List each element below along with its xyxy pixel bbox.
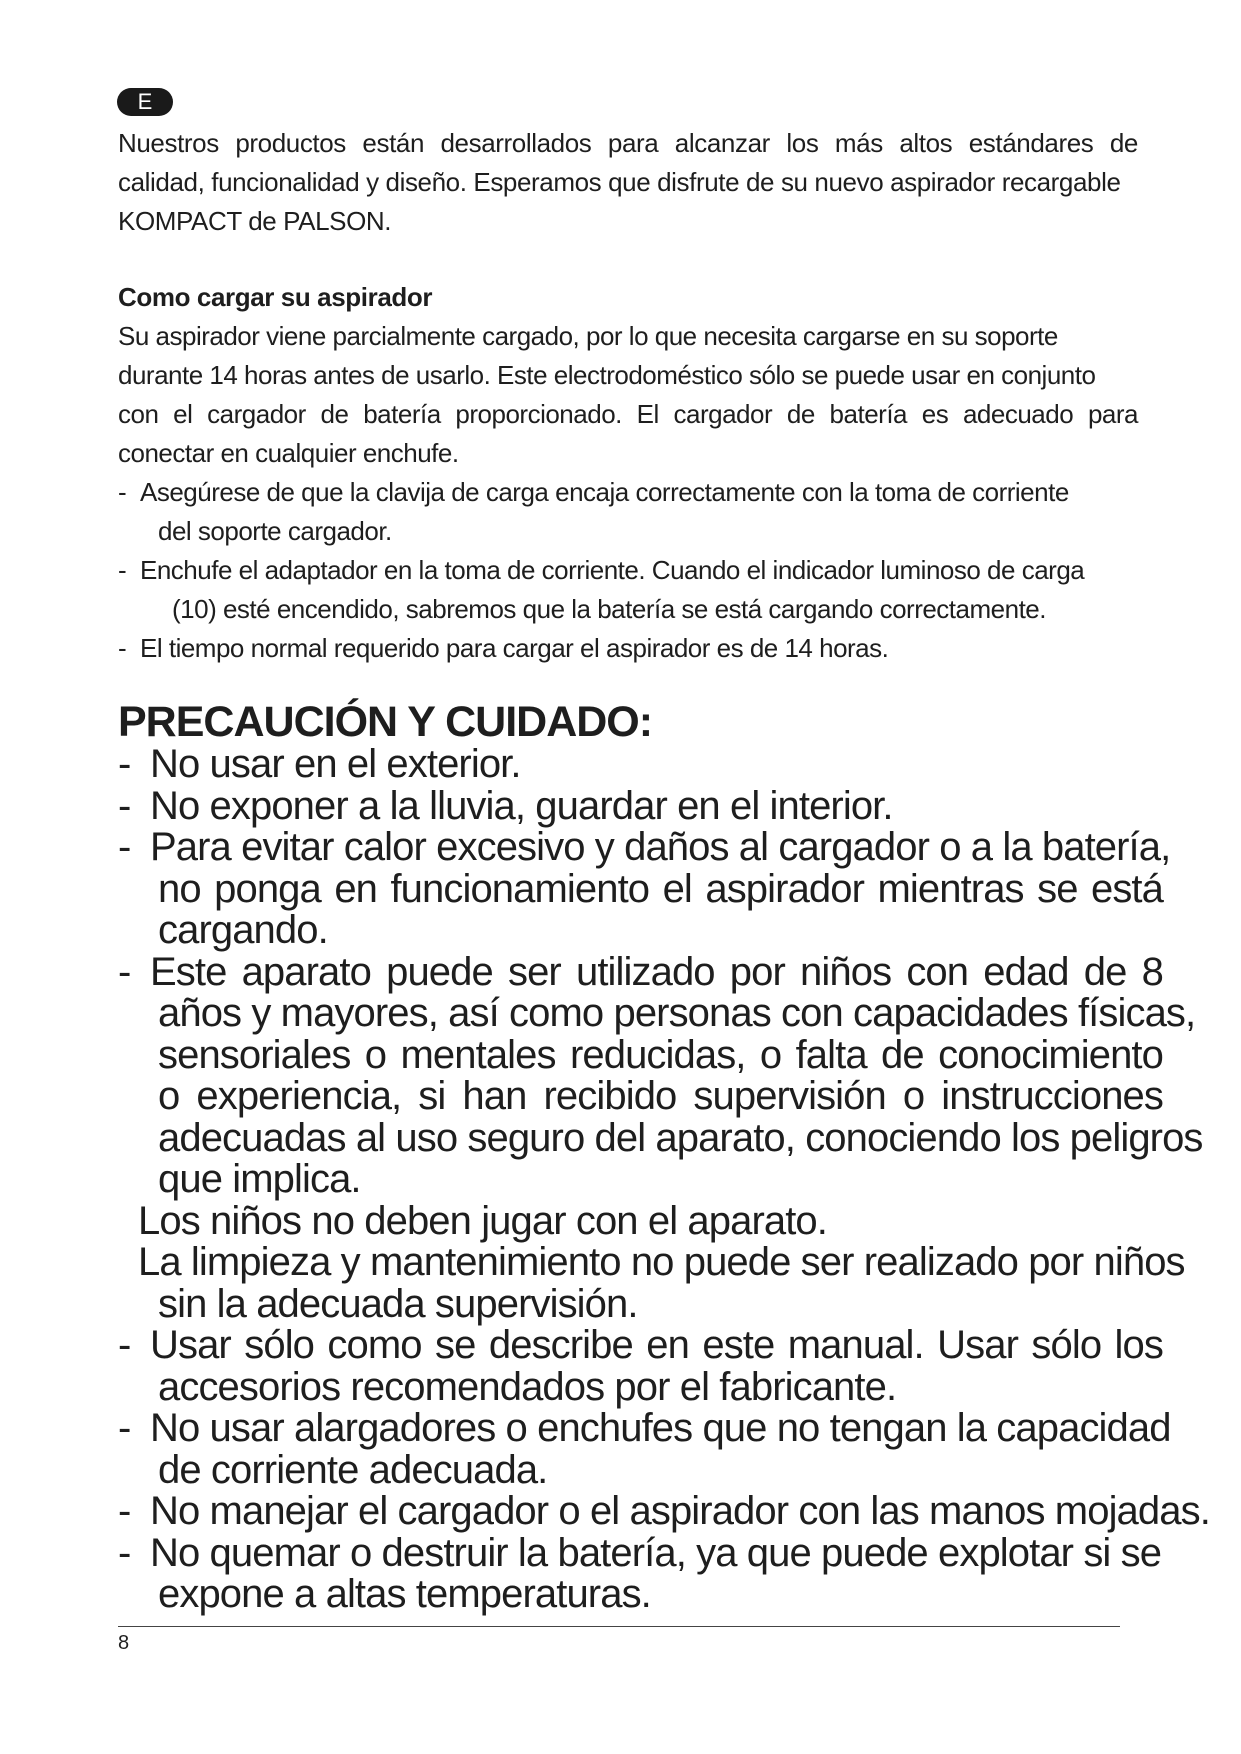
intro-line: calidad, funcionalidad y diseño. Esperamos que disfrute de su nuevo aspirador recargable: [118, 167, 1121, 197]
caution-text: No usar en el exterior.: [150, 742, 521, 786]
bullet-text: (10) esté encendido, sabremos que la batería se está cargando correctamente.: [172, 594, 1046, 624]
list-item: [118, 551, 1138, 629]
bullet-text: Enchufe el adaptador en la toma de corriente. Cuando el indicador luminoso de carga: [140, 555, 1085, 585]
charging-text-line: Su aspirador viene parcialmente cargado, por lo que necesita cargarse en su soporte: [118, 321, 1058, 351]
bullet-dash: -: [118, 1323, 131, 1367]
caution-title: PRECAUCIÓN Y CUIDADO:: [118, 698, 653, 746]
caution-text: sensoriales o mentales reducidas, o falta de conocimiento: [158, 1032, 1163, 1077]
caution-text: No manejar el cargador o el aspirador con las manos mojadas.: [150, 1489, 1210, 1533]
list-item: [118, 744, 1163, 786]
charging-text-line: conectar en cualquier enchufe.: [118, 438, 459, 468]
list-item: [118, 783, 1163, 828]
list-item: [118, 473, 1138, 551]
caution-text: Este aparato puede ser utilizado por niños con edad de 8: [150, 949, 1163, 994]
list-item: [118, 1325, 1163, 1408]
bullet-dash: -: [118, 742, 131, 786]
caution-text: Para evitar calor excesivo y daños al cargador o a la batería,: [150, 825, 1171, 869]
bullet-dash: -: [118, 783, 131, 828]
bullet-text: del soporte cargador.: [158, 516, 392, 546]
charging-text-line: con el cargador de batería proporcionado. El cargador de batería es adecuado para: [118, 399, 1138, 429]
list-item: [118, 1489, 1210, 1533]
caution-text: sin la adecuada supervisión.: [158, 1281, 638, 1326]
caution-text: que implica.: [158, 1157, 361, 1201]
footer-divider: [118, 1626, 1120, 1627]
caution-text: No usar alargadores o enchufes que no tengan la capacidad: [150, 1406, 1171, 1450]
language-badge: E: [117, 88, 173, 116]
bullet-dash: -: [118, 633, 127, 663]
charging-bullet-list: [118, 473, 1138, 668]
list-item: [118, 1406, 1171, 1492]
caution-text: Usar sólo como se describe en este manual. Usar sólo los: [150, 1323, 1163, 1367]
caution-text: no ponga en funcionamiento el aspirador mientras se está: [158, 866, 1163, 911]
list-item: [118, 629, 1138, 668]
caution-text: La limpieza y mantenimiento no puede ser realizado por niños: [138, 1240, 1185, 1284]
bullet-dash: -: [118, 477, 127, 507]
charging-text-line: durante 14 horas antes de usarlo. Este electrodoméstico sólo se puede usar en conjunto: [118, 360, 1096, 390]
intro-line: Nuestros productos están desarrollados para alcanzar los más altos estándares de: [118, 128, 1138, 158]
caution-text: No exponer a la lluvia, guardar en el interior.: [150, 783, 893, 828]
charging-heading: Como cargar su aspirador: [118, 282, 433, 312]
bullet-dash: -: [118, 1406, 131, 1450]
list-item: [118, 949, 1203, 1201]
caution-text: o experiencia, si han recibido supervisión o instrucciones: [158, 1074, 1163, 1118]
list-item: [118, 1530, 1163, 1616]
intro-paragraph: [118, 124, 1138, 241]
page-number: 8: [118, 1632, 130, 1654]
bullet-text: El tiempo normal requerido para cargar el aspirador es de 14 horas.: [140, 633, 889, 663]
caution-text: de corriente adecuada.: [158, 1447, 548, 1492]
bullet-text: Asegúrese de que la clavija de carga encaja correctamente con la toma de corriente: [140, 477, 1069, 507]
bullet-dash: -: [118, 555, 127, 585]
charging-section: [118, 317, 1138, 668]
intro-line: KOMPACT de PALSON.: [118, 206, 392, 236]
bullet-dash: -: [118, 1489, 131, 1533]
caution-text: Los niños no deben jugar con el aparato.: [138, 1198, 827, 1243]
caution-text: No quemar o destruir la batería, ya que puede explotar si se: [150, 1530, 1162, 1575]
bullet-dash: -: [118, 825, 131, 869]
caution-list: [118, 742, 1210, 1616]
bullet-dash: -: [118, 949, 131, 994]
caution-text: adecuadas al uso seguro del aparato, conociendo los peligros: [158, 1115, 1203, 1160]
list-item: [118, 825, 1171, 952]
caution-text: cargando.: [158, 908, 328, 952]
caution-text: años y mayores, así como personas con capacidades físicas,: [158, 991, 1196, 1035]
bullet-dash: -: [118, 1530, 131, 1575]
caution-text: accesorios recomendados por el fabricante.: [158, 1364, 897, 1409]
caution-text: expone a altas temperaturas.: [158, 1572, 651, 1616]
